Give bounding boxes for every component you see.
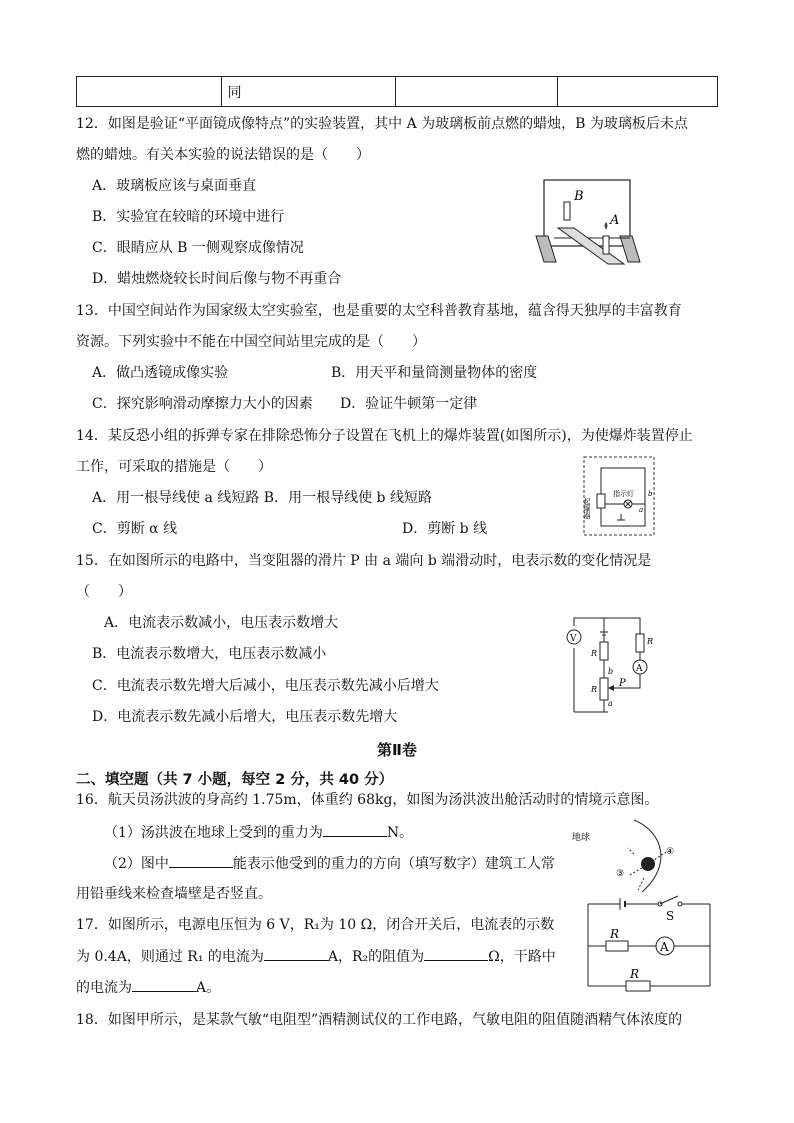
q16-sub2 [104, 853, 555, 874]
r1-right-label: R [647, 637, 654, 646]
section-title: 第Ⅱ卷 [377, 741, 417, 759]
q13-option-d: D．验证牛顿第一定律 [340, 396, 478, 412]
q16-stem: 16．航天员汤洪波的身高约 1.75m，体重约 68kg，如图为汤洪波出舱活动时的情境示意图。 [76, 792, 659, 808]
q17-line2-part1: 为 0.4A，则通过 R₁ 的电流为 [76, 949, 264, 965]
q14-option-c: C．剪断 α 线 [92, 521, 178, 537]
answer-blank-3[interactable] [264, 946, 328, 961]
q15-option-c: C．电流表示数先增大后减小，电压表示数先减小后增大 [92, 678, 439, 694]
q15-option-a: A．电流表示数减小，电压表示数增大 [104, 615, 339, 631]
slider-p-label: P [619, 678, 626, 689]
answer-blank-2[interactable] [169, 853, 233, 868]
q17-line3-part1: 的电流为 [76, 980, 132, 996]
answer-blank-1[interactable] [323, 822, 387, 837]
q12-stem-line1: 12．如图是验证“平面镜成像特点”的实验装置，其中 A 为玻璃板前点燃的蜡烛，B 为玻璃板后未点 [76, 116, 688, 132]
q16-sub2-text: （2）图中 [104, 856, 169, 872]
q16-sub1 [104, 822, 413, 843]
q16-sub2-rest: 能表示他受到的重力的方向（填写数字）建筑工人常 [232, 856, 555, 872]
q18-line1: 18．如图甲所示，是某款气敏“电阻型”酒精测试仪的工作电路，气敏电阻的阻值随酒精气体浓度的 [76, 1012, 683, 1028]
answer-table-fragment [76, 76, 718, 107]
table-cell [77, 77, 222, 107]
q17-line2-part3: Ω，干路中 [488, 949, 556, 965]
switch-label: S [666, 909, 675, 923]
ammeter-label: A [660, 940, 669, 954]
q16-sub1-unit: N。 [386, 825, 414, 841]
ammeter-label: A [636, 664, 643, 674]
q15-stem-line1: 15．在如图所示的电路中，当变阻器的滑片 P 由 a 端向 b 端滑动时，电表示数的变化情况是 [76, 553, 652, 569]
r2-label: R [591, 685, 598, 694]
q17-line3-part2: A。 [196, 980, 221, 996]
earth-label: 地球 [572, 833, 591, 843]
q12-option-b: B．实验宜在较暗的环境中进行 [92, 209, 285, 225]
q13-stem-line2: 资源。下列实验中不能在中国空间站里完成的是（ ） [76, 334, 426, 350]
q14-stem-line1: 14．某反恐小组的拆弹专家在排除恐怖分子设置在飞机上的爆炸装置(如图所示)，为使爆炸装置停止 [76, 428, 693, 444]
q14-option-d: D．剪断 b 线 [402, 521, 488, 537]
astronaut-figure [568, 818, 678, 896]
section-part-heading: 二、填空题（共 7 小题，每空 2 分，共 40 分） [76, 772, 394, 788]
r1-left-label: R [591, 649, 598, 658]
q17-line2 [76, 946, 556, 967]
q13-option-c: C．探究影响滑动摩擦力大小的因素 [92, 396, 313, 412]
rheostat-circuit-figure [562, 612, 666, 714]
slider-b-label: b [608, 667, 614, 676]
label-a-wire: a [639, 506, 644, 514]
r1-label: R [630, 967, 640, 981]
q14-stem-line2: 工作，可采取的措施是（ ） [76, 459, 272, 475]
q16-sub1-text: （1）汤洪波在地球上受到的重力为 [104, 825, 323, 841]
table-cell [557, 77, 717, 107]
q12-option-a: A．玻璃板应该与桌面垂直 [92, 178, 257, 194]
q17-line2-part2: A，R₂的阻值为 [327, 949, 425, 965]
parallel-circuit-figure [580, 898, 720, 998]
q13-option-b: B．用天平和量筒测量物体的密度 [331, 365, 538, 381]
q13-option-a: A．做凸透镜成像实验 [92, 365, 229, 381]
label-detonator: 起爆器 [583, 498, 591, 519]
table-cell [395, 77, 557, 107]
q16-sub2-line2: 用铅垂线来检查墙壁是否竖直。 [76, 886, 272, 902]
q13-stem-line1: 13．中国空间站作为国家级太空实验室，也是重要的太空科普教育基地，蕴含得天独厚的丰富教育 [76, 303, 682, 319]
q15-option-d: D．电流表示数先减小后增大，电压表示数先增大 [92, 709, 398, 725]
q14-option-ab: A．用一根导线使 a 线短路 B．用一根导线使 b 线短路 [92, 490, 432, 506]
label-a: A [610, 213, 620, 228]
bomb-circuit-figure [583, 456, 655, 536]
label-3: ③ [616, 869, 625, 879]
answer-blank-4[interactable] [424, 946, 488, 961]
label-4: ④ [666, 847, 675, 857]
label-lamp: 指示灯 [613, 490, 634, 498]
slider-a-label: a [608, 699, 613, 708]
q15-option-b: B．电流表示数增大，电压表示数减小 [92, 646, 327, 662]
r2-label: R [610, 927, 620, 941]
q12-option-c: C．眼睛应从 B 一侧观察成像情况 [92, 240, 304, 256]
table-cell: 同 [221, 77, 395, 107]
label-b-wire: b [648, 490, 653, 498]
answer-blank-5[interactable] [132, 977, 196, 992]
voltmeter-label: V [570, 634, 577, 644]
q12-stem-line2: 燃的蜡烛。有关本实验的说法错误的是（ ） [76, 147, 370, 163]
q15-stem-line2: （ ） [76, 584, 132, 600]
q17-line3 [76, 977, 220, 998]
q12-option-d: D．蜡烛燃烧较长时间后像与物不再重合 [92, 271, 342, 287]
q17-line1: 17．如图所示，电源电压恒为 6 V，R₁为 10 Ω，闭合开关后，电流表的示数 [76, 917, 555, 933]
label-b: B [574, 189, 584, 204]
mirror-experiment-figure [536, 178, 640, 270]
